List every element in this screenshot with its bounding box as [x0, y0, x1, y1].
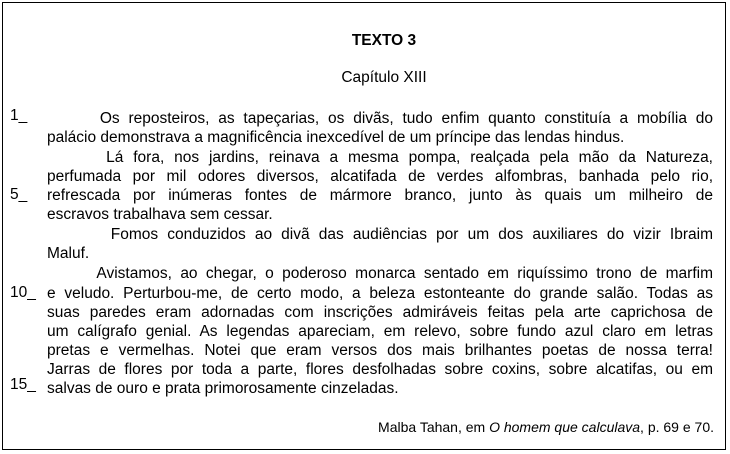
text-line: e veludo. Perturbou-me, de certo modo, a beleza estonteante do grande salão. Todas as	[47, 285, 713, 302]
line-number-1: 1_	[10, 107, 28, 124]
text-line: palácio demonstrava a magnificência inexcedível de um príncipe das lendas hindus.	[47, 129, 625, 146]
line-number-15: 15_	[10, 376, 36, 393]
text-line: refrescada por inúmeras fontes de mármore branco, junto às quais um milheiro de	[47, 187, 713, 204]
text-line: escravos trabalhava sem cessar.	[47, 206, 273, 223]
text-line: Jarras de flores por toda a parte, flores desfolhadas sobre coxins, sobre alcatifas, ou em	[47, 361, 713, 378]
text-line: um calígrafo genial. As legendas apareciam, em relevo, sobre fundo azul claro em letras	[47, 323, 713, 340]
text-line: perfumada por mil odores diversos, alcatifada de verdes alfombras, banhada pelo rio,	[47, 168, 713, 185]
text-line: salvas de ouro e prata primorosamente cinzeladas.	[47, 380, 399, 397]
citation	[378, 419, 714, 435]
text-line: Avistamos, ao chegar, o poderoso monarca sentado em riquíssimo trono de marfim	[47, 265, 713, 282]
text-title: TEXTO 3	[351, 32, 417, 49]
line-number-10: 10_	[10, 284, 36, 301]
citation-author: Malba Tahan, em	[378, 419, 490, 435]
text-line: Fomos conduzidos ao divã das audiências por um dos auxiliares do vizir Ibraim	[47, 226, 713, 243]
line-number-5: 5_	[10, 186, 28, 203]
text-line: pretas e vermelhas. Notei que eram versos dos mais brilhantes poetas de nossa terra!	[47, 342, 713, 359]
citation-work-title: O homem que calculava	[489, 419, 641, 435]
text-line: suas paredes eram adornadas com inscrições admiráveis feitas pela arte caprichosa de	[47, 304, 713, 321]
chapter-heading: Capítulo XIII	[341, 69, 427, 86]
text-line: Maluf.	[47, 245, 90, 262]
text-line: Lá fora, nos jardins, reinava a mesma pompa, realçada pela mão da Natureza,	[47, 149, 713, 166]
citation-pages: , p. 69 e 70.	[640, 419, 714, 435]
text-line: Os reposteiros, as tapeçarias, os divãs, tudo enfim quanto constituía a mobília do	[47, 110, 713, 127]
